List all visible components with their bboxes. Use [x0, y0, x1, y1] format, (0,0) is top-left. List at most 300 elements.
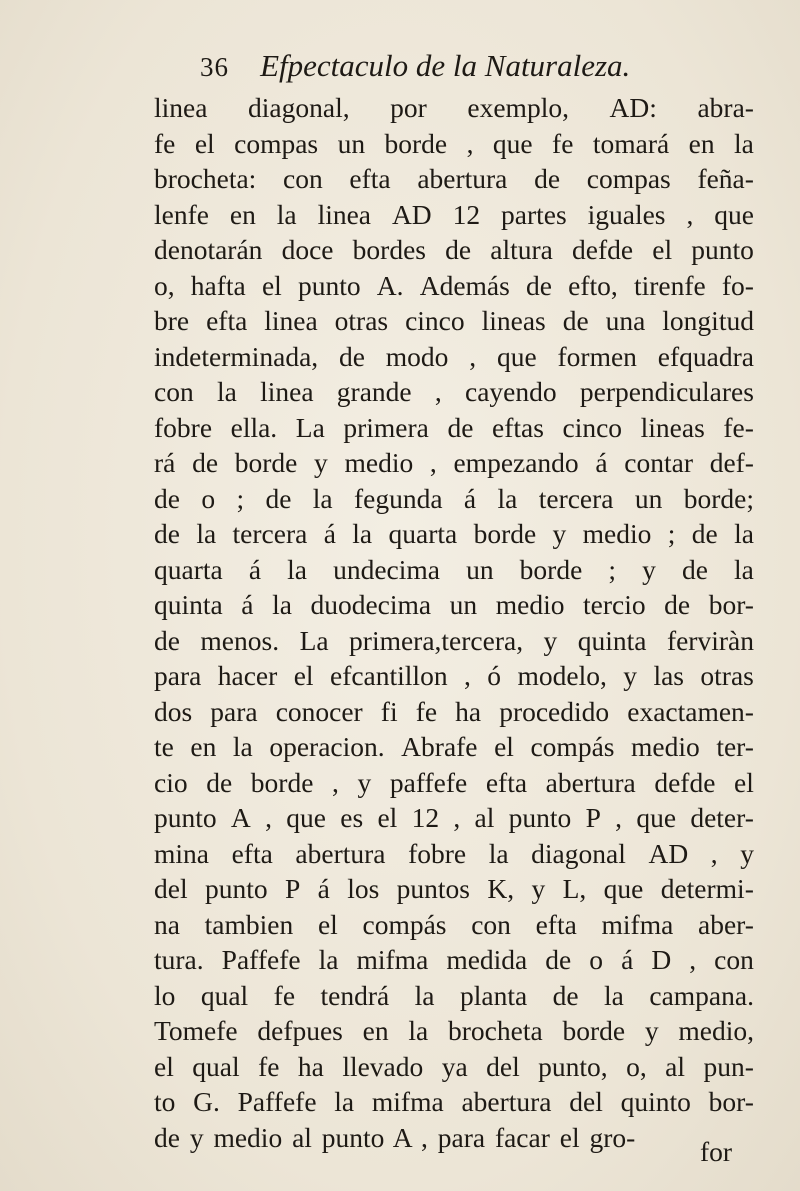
word: formen	[557, 340, 637, 372]
text-line	[154, 1049, 754, 1085]
word: partes	[501, 198, 567, 230]
word: ó	[487, 660, 502, 691]
word: D	[651, 944, 672, 975]
word: la	[352, 518, 373, 549]
text-line	[154, 445, 754, 481]
word: un	[466, 553, 494, 585]
word: los	[347, 873, 380, 904]
word: cinco	[405, 305, 465, 336]
word: la	[497, 482, 518, 514]
word: tura.	[154, 944, 204, 975]
word: ,	[689, 944, 697, 975]
word: AD:	[609, 92, 657, 123]
word: exactamen-	[627, 695, 754, 727]
word: quinta	[577, 624, 647, 656]
word: otras	[334, 305, 389, 336]
text-line	[154, 1084, 754, 1120]
word: fobre	[154, 411, 213, 443]
word: compas	[234, 127, 319, 159]
word: para	[210, 695, 258, 727]
word: de	[447, 411, 474, 443]
word: procedido	[499, 695, 610, 727]
word: o	[201, 482, 216, 514]
word: de	[154, 624, 180, 656]
word: G.	[193, 1086, 220, 1117]
word: te	[154, 731, 174, 762]
word: del	[486, 1050, 520, 1082]
word: A.	[376, 269, 404, 301]
word: efcantillon	[329, 660, 448, 691]
word: planta	[459, 979, 528, 1011]
word: punto	[508, 802, 572, 833]
word: ferviràn	[666, 624, 754, 656]
word: á	[323, 518, 336, 549]
word: efta	[231, 837, 273, 869]
word: un	[449, 589, 478, 620]
word: y	[543, 624, 558, 656]
word: abertura	[417, 163, 508, 194]
text-line	[154, 481, 754, 517]
word: es	[340, 802, 364, 833]
word: lineas	[481, 305, 546, 336]
word: bor-	[708, 589, 754, 620]
word: ;	[236, 482, 245, 514]
word: longitud	[662, 305, 754, 336]
word: y	[357, 766, 372, 798]
word: qual	[192, 1050, 240, 1082]
word: ter-	[716, 731, 754, 762]
word: el	[194, 127, 215, 159]
word: ella.	[230, 411, 278, 443]
word: compás	[530, 731, 615, 762]
word: abertura	[545, 766, 636, 798]
text-line	[154, 197, 754, 233]
word: borde	[384, 127, 448, 159]
word: mina	[154, 837, 209, 869]
word: efquadra	[657, 340, 754, 372]
word: efta	[485, 766, 528, 798]
word: ,	[464, 660, 471, 691]
word: la	[488, 837, 509, 869]
word: mifma	[371, 1086, 444, 1117]
word: de	[154, 482, 180, 514]
word: de	[552, 979, 579, 1011]
word: la	[734, 518, 754, 549]
word: que	[636, 802, 677, 833]
word: ya	[441, 1050, 468, 1082]
word: medio	[495, 589, 565, 620]
word: medio	[631, 731, 700, 762]
word: AD	[391, 198, 432, 230]
word: brocheta	[448, 1015, 543, 1046]
word: la	[414, 979, 435, 1011]
text-line	[154, 587, 754, 623]
text-line	[154, 374, 754, 410]
word: al	[665, 1050, 686, 1082]
word: de	[154, 518, 180, 549]
word: la	[196, 518, 217, 549]
word: ,	[453, 802, 461, 833]
word: defpues	[257, 1015, 343, 1046]
word: á	[621, 944, 634, 975]
text-line	[154, 232, 754, 268]
word: bordes	[352, 234, 426, 265]
word: abertura	[461, 1086, 552, 1117]
word: iguales	[587, 198, 666, 230]
word: borde	[473, 518, 537, 549]
word: de	[562, 305, 589, 336]
word: A	[230, 802, 251, 833]
text-line	[154, 765, 754, 801]
word: quinto	[620, 1086, 691, 1117]
word: indeterminada,	[154, 340, 319, 372]
word: borde	[562, 1015, 626, 1046]
word: á	[248, 553, 262, 585]
word: compás	[362, 908, 447, 940]
word: Paffefe	[221, 944, 301, 975]
word: medida	[446, 944, 528, 975]
word: campana.	[649, 979, 754, 1011]
word: en	[229, 198, 256, 230]
word: ,	[615, 802, 623, 833]
text-line	[154, 516, 754, 552]
word: el	[734, 766, 754, 798]
word: fi	[380, 695, 398, 727]
word: para	[154, 660, 202, 691]
word: de	[265, 482, 292, 514]
word: y	[740, 837, 754, 869]
word: y	[623, 660, 638, 691]
word: doce	[281, 234, 334, 265]
word: grande	[336, 376, 412, 407]
word: punto	[204, 873, 268, 904]
word: que	[714, 198, 754, 230]
word: del	[569, 1086, 603, 1117]
word: ha	[455, 695, 482, 727]
word: la	[734, 553, 754, 585]
text-line	[154, 90, 754, 126]
text-line	[154, 907, 754, 943]
word: cio	[154, 766, 188, 798]
word: tambien	[204, 908, 294, 940]
word: el	[261, 269, 282, 301]
word: á	[595, 447, 608, 478]
word: á	[317, 873, 330, 904]
word: bor-	[708, 1086, 754, 1117]
word: quarta	[388, 518, 458, 549]
word: defde	[572, 234, 634, 265]
word: al	[474, 802, 495, 833]
word: que	[603, 873, 644, 904]
page-header	[200, 48, 630, 88]
word: mifma	[601, 908, 674, 940]
text-line	[154, 161, 754, 197]
word: Además	[419, 269, 510, 301]
word: def-	[709, 447, 754, 478]
word: L,	[562, 873, 587, 904]
word: quinta	[154, 589, 223, 620]
word: rá	[154, 447, 176, 478]
word: lenfe	[154, 198, 209, 230]
word: de	[691, 518, 718, 549]
word: tercera	[538, 482, 614, 514]
word: linea	[260, 376, 314, 407]
word: otras	[700, 660, 754, 691]
word: conocer	[275, 695, 363, 727]
word: menos.	[200, 624, 280, 656]
word: que	[492, 127, 533, 159]
word: fe-	[723, 411, 754, 443]
word: eftas	[492, 411, 544, 443]
word: borde	[519, 553, 583, 585]
word: punto	[297, 269, 361, 301]
text-line	[154, 694, 754, 730]
word: de	[545, 944, 572, 975]
word: La	[295, 411, 325, 443]
word: la	[272, 589, 292, 620]
word: en	[688, 127, 715, 159]
page-number: 36	[200, 52, 229, 82]
word: ,	[466, 127, 474, 159]
word: cayendo	[464, 376, 557, 407]
word: por	[390, 92, 427, 123]
text-line	[154, 836, 754, 872]
word: Paffefe	[237, 1086, 317, 1117]
word: Tomefe	[154, 1015, 238, 1046]
word: el	[652, 234, 673, 265]
word: qual	[200, 979, 249, 1011]
word: y	[552, 518, 567, 549]
word: undecima	[333, 553, 440, 585]
word: aber-	[697, 908, 754, 940]
word: quarta	[154, 553, 223, 585]
word: ,	[686, 198, 694, 230]
word: de	[534, 163, 561, 194]
word: con	[154, 376, 194, 407]
word: llevado	[342, 1050, 424, 1082]
word: de	[339, 340, 365, 372]
word: una	[605, 305, 646, 336]
text-line	[154, 729, 754, 765]
word: linea	[317, 198, 372, 230]
word: altura	[490, 234, 553, 265]
word: paffefe	[389, 766, 468, 798]
word: 12	[452, 198, 481, 230]
text-line	[154, 942, 754, 978]
word: de	[681, 553, 708, 585]
word: la	[287, 553, 307, 585]
word: con	[714, 944, 754, 975]
word: punto	[154, 802, 217, 833]
text-line	[154, 303, 754, 339]
word: linea	[264, 305, 318, 336]
word: empezando	[453, 447, 579, 478]
word: el	[317, 908, 338, 940]
word: abra-	[697, 92, 754, 123]
word: fegunda	[353, 482, 443, 514]
text-line	[154, 658, 754, 694]
word: na	[154, 908, 180, 940]
word: hacer	[217, 660, 278, 691]
word: efta	[206, 305, 248, 336]
word: de	[206, 766, 233, 798]
word: el	[377, 802, 398, 833]
word: el	[154, 1050, 174, 1082]
word: ha	[297, 1050, 324, 1082]
word: diagonal	[531, 837, 626, 869]
word: ;	[667, 518, 676, 549]
word: compas	[586, 163, 671, 194]
word: primera	[343, 411, 429, 443]
word: tercera	[232, 518, 308, 549]
word: las	[653, 660, 684, 691]
word: P	[284, 873, 301, 904]
word: o	[589, 944, 604, 975]
text-line	[154, 1013, 754, 1049]
word: efto,	[568, 269, 618, 301]
text-line	[154, 978, 754, 1014]
word: borde	[234, 447, 298, 478]
word: punto,	[538, 1050, 608, 1082]
word: la	[276, 198, 297, 230]
word: deter-	[690, 802, 754, 833]
word: La	[299, 624, 329, 656]
word: modelo,	[517, 660, 607, 691]
word: la	[318, 944, 339, 975]
word: un	[634, 482, 663, 514]
text-line	[154, 800, 754, 836]
word: la	[232, 731, 253, 762]
word: lo	[154, 979, 176, 1011]
word: medio	[344, 447, 414, 478]
word: fe	[258, 1050, 280, 1082]
word: duodecima	[310, 589, 432, 620]
word: feña-	[697, 163, 754, 194]
word: y	[642, 553, 656, 585]
word: que	[286, 802, 326, 833]
word: ,	[469, 340, 477, 372]
word: el	[293, 660, 314, 691]
word: ;	[608, 553, 617, 585]
word: K,	[487, 873, 515, 904]
word: borde;	[683, 482, 754, 514]
word: fobre	[408, 837, 467, 869]
word: AD	[648, 837, 689, 869]
word: de	[192, 447, 219, 478]
word: tirenfe	[633, 269, 706, 301]
word: fe	[154, 127, 176, 159]
word: pun-	[703, 1050, 754, 1082]
word: ,	[332, 766, 339, 798]
word: o,	[154, 269, 175, 301]
word: ,	[429, 447, 437, 478]
word: y	[531, 873, 546, 904]
word: que	[496, 340, 537, 372]
word: de	[445, 234, 472, 265]
word: la	[334, 1086, 355, 1117]
word: fe	[273, 979, 296, 1011]
word: la	[604, 979, 624, 1011]
word: brocheta:	[154, 163, 257, 194]
word: medio,	[678, 1015, 754, 1046]
word: efta	[349, 163, 391, 194]
word: la	[734, 127, 754, 159]
word: ,	[710, 837, 718, 869]
running-title: Efpectaculo de la Naturaleza.	[260, 48, 631, 83]
word: to	[154, 1086, 176, 1117]
body-text	[154, 90, 754, 1155]
text-line	[154, 126, 754, 162]
word: del	[154, 873, 188, 904]
word: primera,tercera,	[349, 624, 524, 656]
word: de	[664, 589, 691, 620]
word: el	[494, 731, 514, 762]
word: Abrafe	[401, 731, 478, 762]
word: á	[463, 482, 477, 514]
word: en	[362, 1015, 389, 1046]
word: o,	[626, 1050, 647, 1082]
word: hafta	[190, 269, 246, 301]
word: determi-	[660, 873, 754, 904]
catchword: for	[700, 1136, 733, 1167]
word: denotarán	[154, 234, 263, 265]
word: medio	[582, 518, 652, 549]
word: y	[644, 1015, 659, 1046]
word: defde	[654, 766, 716, 798]
word: diagonal,	[248, 92, 350, 123]
text-line	[154, 339, 754, 375]
word: efta	[535, 908, 577, 940]
word: linea	[154, 92, 208, 123]
word: ,	[434, 376, 442, 407]
word: 12	[411, 802, 440, 833]
word: con	[471, 908, 511, 940]
word: punto	[691, 234, 754, 265]
word: contar	[624, 447, 693, 478]
text-line	[154, 623, 754, 659]
word: borde	[250, 766, 314, 798]
word: á	[241, 589, 254, 620]
text-line	[154, 871, 754, 907]
text-line: de y medio al punto A , para facar el gro-	[154, 1121, 636, 1153]
word: tomará	[592, 127, 670, 159]
word: fe	[415, 695, 438, 727]
word: fe	[552, 127, 574, 159]
word: dos	[154, 695, 193, 727]
word: en	[190, 731, 217, 762]
word: la	[408, 1015, 429, 1046]
word: operacion.	[269, 731, 385, 762]
text-line	[154, 552, 754, 588]
word: de	[526, 269, 552, 301]
word: P	[585, 802, 601, 833]
word: cinco	[562, 411, 623, 443]
word: fo-	[721, 269, 754, 301]
word: modo	[385, 340, 449, 372]
word: lineas	[640, 411, 705, 443]
text-line	[154, 410, 754, 446]
word: bre	[154, 305, 190, 336]
word: un	[337, 127, 366, 159]
text-line	[154, 268, 754, 304]
word: exemplo,	[467, 92, 569, 123]
word: puntos	[396, 873, 470, 904]
word: y	[314, 447, 328, 478]
word: la	[312, 482, 333, 514]
word: abertura	[295, 837, 386, 869]
word: con	[283, 163, 323, 194]
word: mifma	[356, 944, 429, 975]
